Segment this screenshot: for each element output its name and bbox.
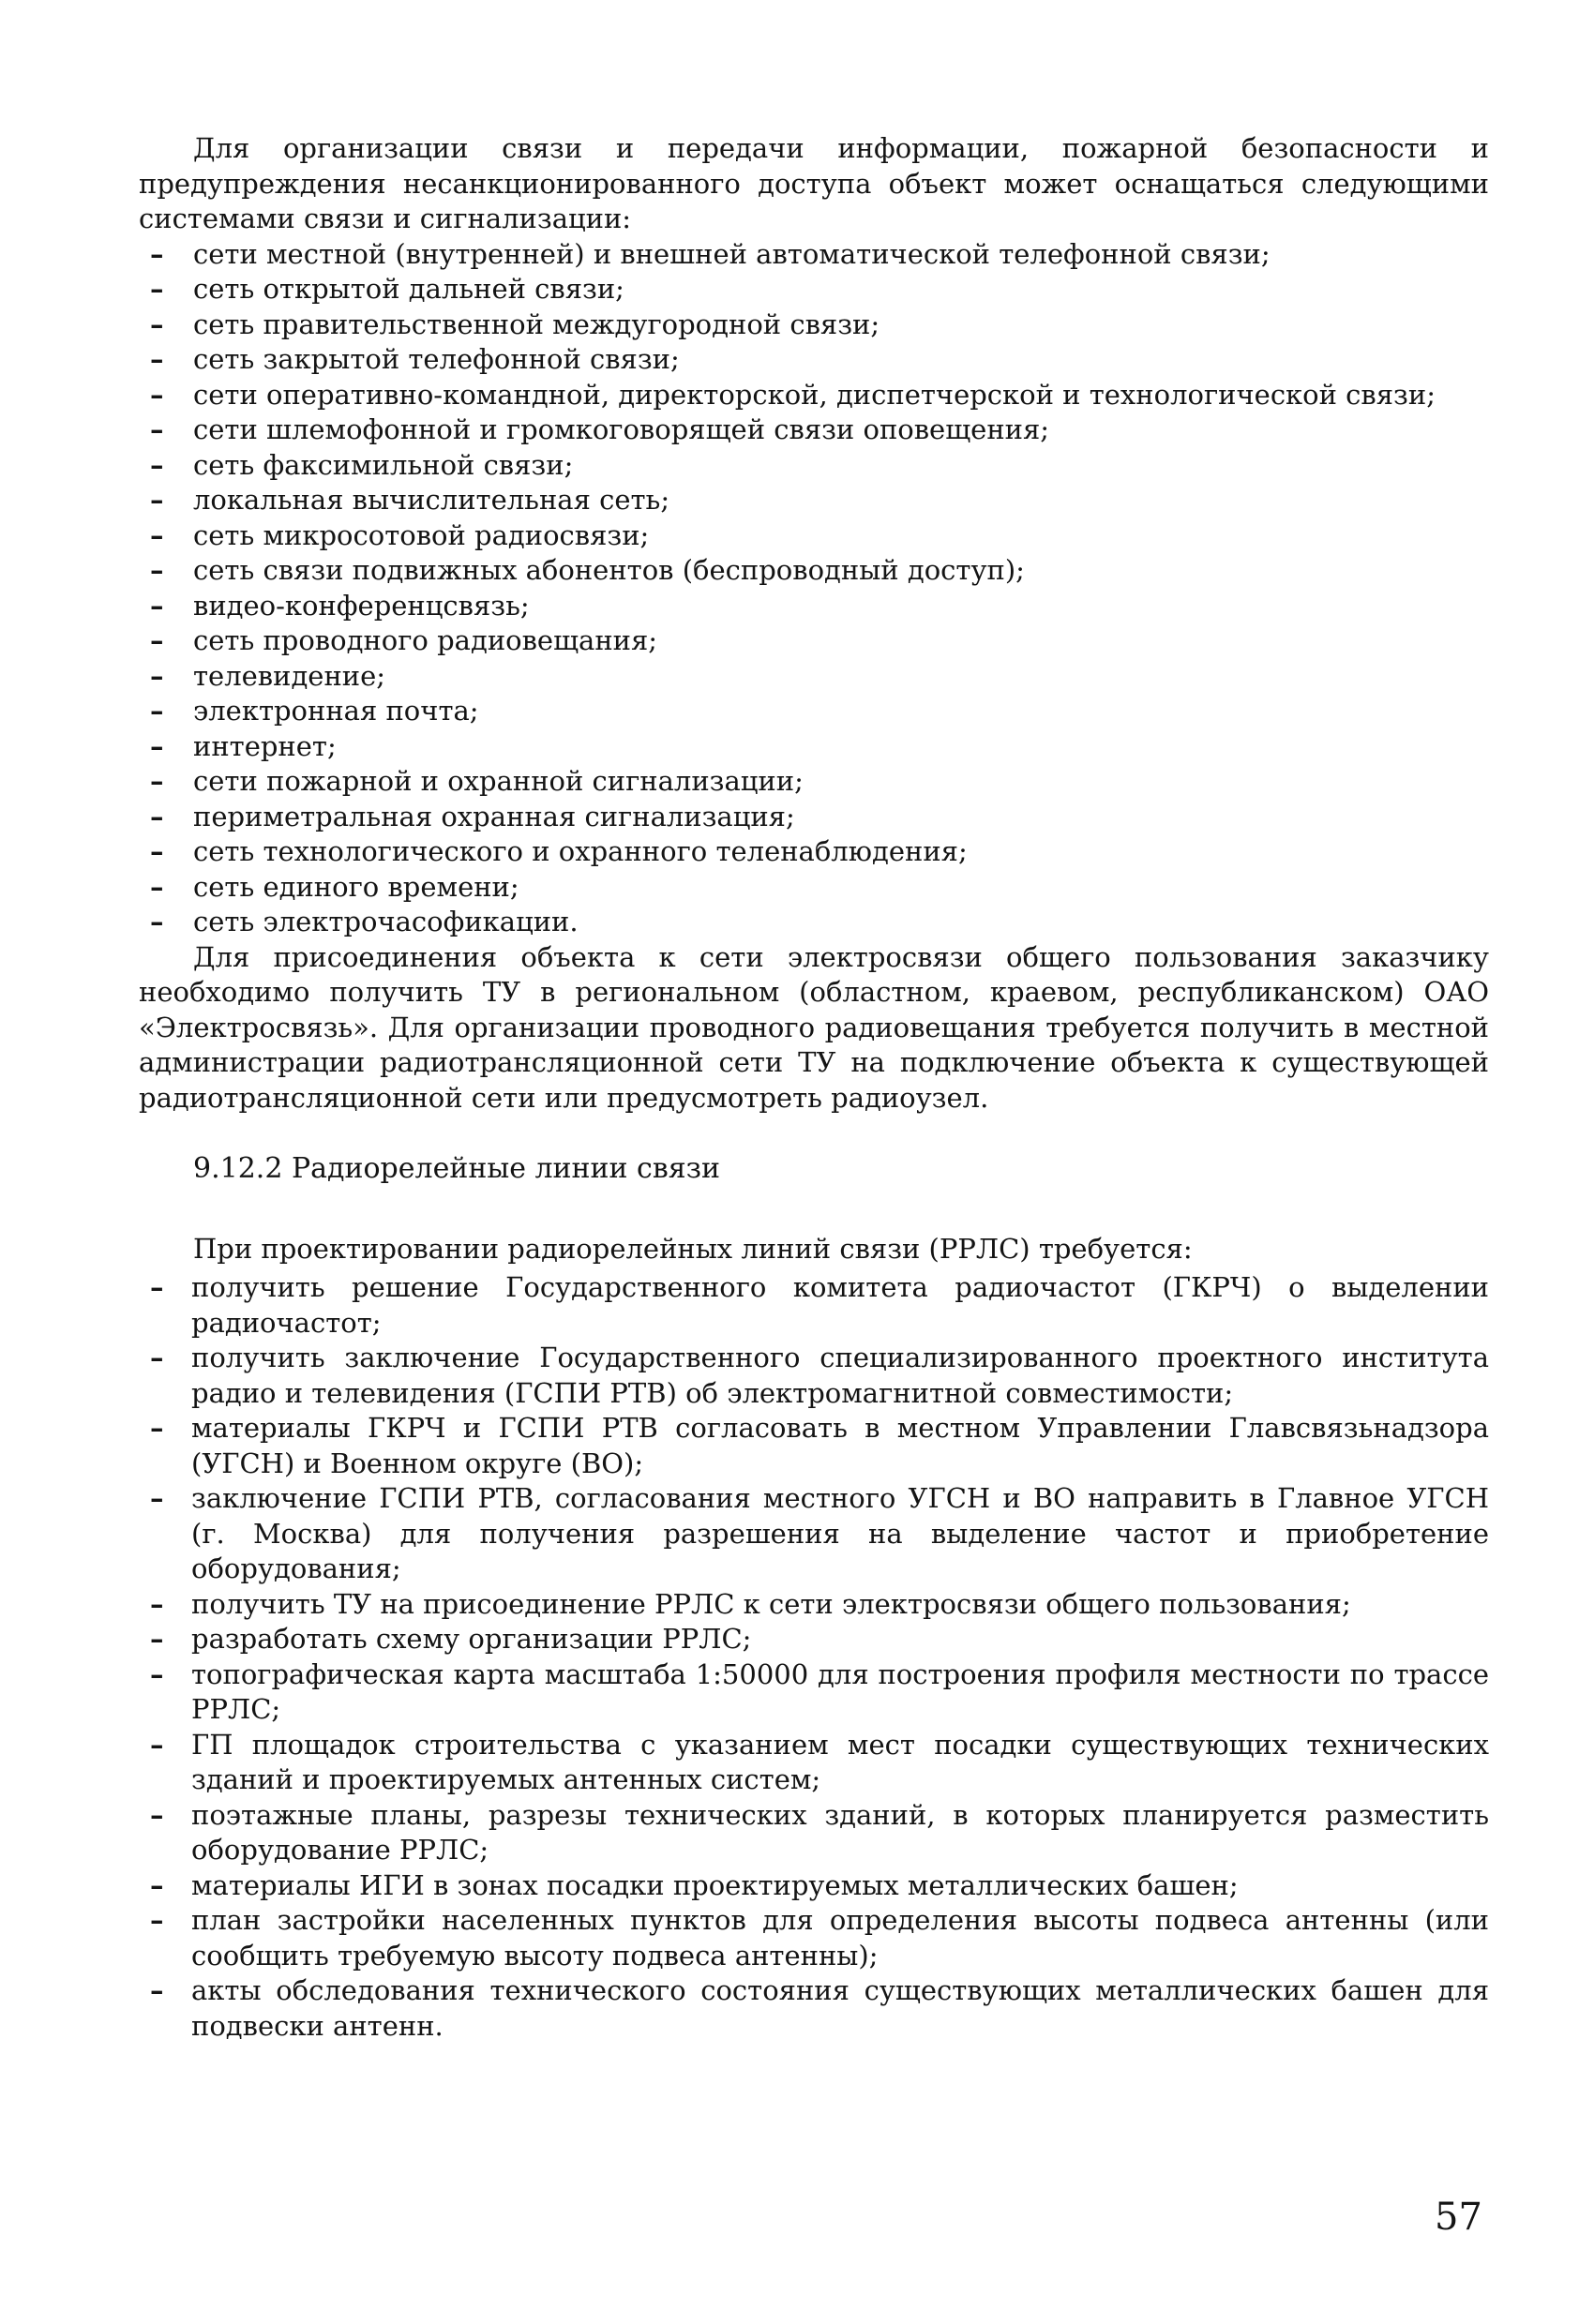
list-item: – получить заключение Государственного специализированного проектного института радио и телевидения (ГСПИ РТВ) об электромагнитной совместимости; bbox=[139, 1341, 1489, 1411]
list-item: – сети пожарной и охранной сигнализации; bbox=[139, 764, 1489, 800]
list-item: – топографическая карта масштаба 1:50000 для построения профиля местности по трассе РРЛС; bbox=[139, 1657, 1489, 1728]
list-item: – план застройки населенных пунктов для определения высоты подвеса антенны (или сообщить требуемую высоту подвеса антенны); bbox=[139, 1903, 1489, 1973]
list-item: – сети местной (внутренней) и внешней автоматической телефонной связи; bbox=[139, 237, 1489, 273]
list-item: – получить решение Государственного комитета радиочастот (ГКРЧ) о выделении радиочастот; bbox=[139, 1270, 1489, 1341]
list-item: – ГП площадок строительства с указанием мест посадки существующих технических зданий и проектируемых антенных систем; bbox=[139, 1728, 1489, 1798]
list-item: – сеть электрочасофикации. bbox=[139, 905, 1489, 940]
list-item: – видео-конференцсвязь; bbox=[139, 589, 1489, 624]
list-item: – сеть микросотовой радиосвязи; bbox=[139, 518, 1489, 554]
systems-list bbox=[139, 237, 1489, 940]
list-item: – сеть единого времени; bbox=[139, 870, 1489, 906]
list-item: – поэтажные планы, разрезы технических зданий, в которых планируется разместить оборудование РРЛС; bbox=[139, 1798, 1489, 1868]
requirements-list bbox=[139, 1270, 1489, 2044]
list-item: – получить ТУ на присоединение РРЛС к сети электросвязи общего пользования; bbox=[139, 1587, 1489, 1623]
list-item: – сети шлемофонной и громкоговорящей связи оповещения; bbox=[139, 412, 1489, 448]
page-content bbox=[139, 131, 1489, 2044]
section2-intro: При проектировании радиорелейных линий связи (РРЛС) требуется: bbox=[193, 1232, 1193, 1265]
list-item: – разработать схему организации РРЛС; bbox=[139, 1622, 1489, 1657]
list-item: – телевидение; bbox=[139, 659, 1489, 695]
list-item: – сеть правительственной междугородной связи; bbox=[139, 307, 1489, 343]
list-item: – материалы ИГИ в зонах посадки проектируемых металлических башен; bbox=[139, 1868, 1489, 1904]
section-heading: 9.12.2 Радиорелейные линии связи bbox=[193, 1152, 721, 1185]
list-item: – сеть факсимильной связи; bbox=[139, 448, 1489, 484]
list-item: – сеть проводного радиовещания; bbox=[139, 623, 1489, 659]
section1-intro: Для организации связи и передачи информации, пожарной безопасности и предупреждения несанкционированного доступа объект может оснащаться следующими системами связи и сигнализации: bbox=[139, 132, 1489, 234]
list-item: – локальная вычислительная сеть; bbox=[139, 483, 1489, 518]
list-item: – электронная почта; bbox=[139, 694, 1489, 729]
list-item: – периметральная охранная сигнализация; bbox=[139, 800, 1489, 835]
list-item: – материалы ГКРЧ и ГСПИ РТВ согласовать в местном Управлении Главсвязьнадзора (УГСН) и Военном округе (ВО); bbox=[139, 1411, 1489, 1481]
list-item: – сеть связи подвижных абонентов (беспроводный доступ); bbox=[139, 553, 1489, 589]
list-item: – сеть технологического и охранного теленаблюдения; bbox=[139, 834, 1489, 870]
list-item: – интернет; bbox=[139, 729, 1489, 765]
list-item: – заключение ГСПИ РТВ, согласования местного УГСН и ВО направить в Главное УГСН (г. Москва) для получения разрешения на выделение частот и приобретение оборудования; bbox=[139, 1481, 1489, 1587]
list-item: – сети оперативно-командной, директорской, диспетчерской и технологической связи; bbox=[139, 378, 1489, 413]
list-item: – сеть открытой дальней связи; bbox=[139, 272, 1489, 307]
page-number: 57 bbox=[1435, 2196, 1482, 2239]
section1-closing: Для присоединения объекта к сети электросвязи общего пользования заказчику необходимо получить ТУ в региональном (областном, краевом, республиканском) ОАО «Электросвязь». Для организации проводного радиовещания требуется получить в местной администрации радиотрансляционной сети ТУ на подключение объекта к существующей радиотрансляционной сети или предусмотреть радиоузел. bbox=[139, 940, 1489, 1114]
list-item: – сеть закрытой телефонной связи; bbox=[139, 342, 1489, 378]
list-item: – акты обследования технического состояния существующих металлических башен для подвески антенн. bbox=[139, 1973, 1489, 2044]
